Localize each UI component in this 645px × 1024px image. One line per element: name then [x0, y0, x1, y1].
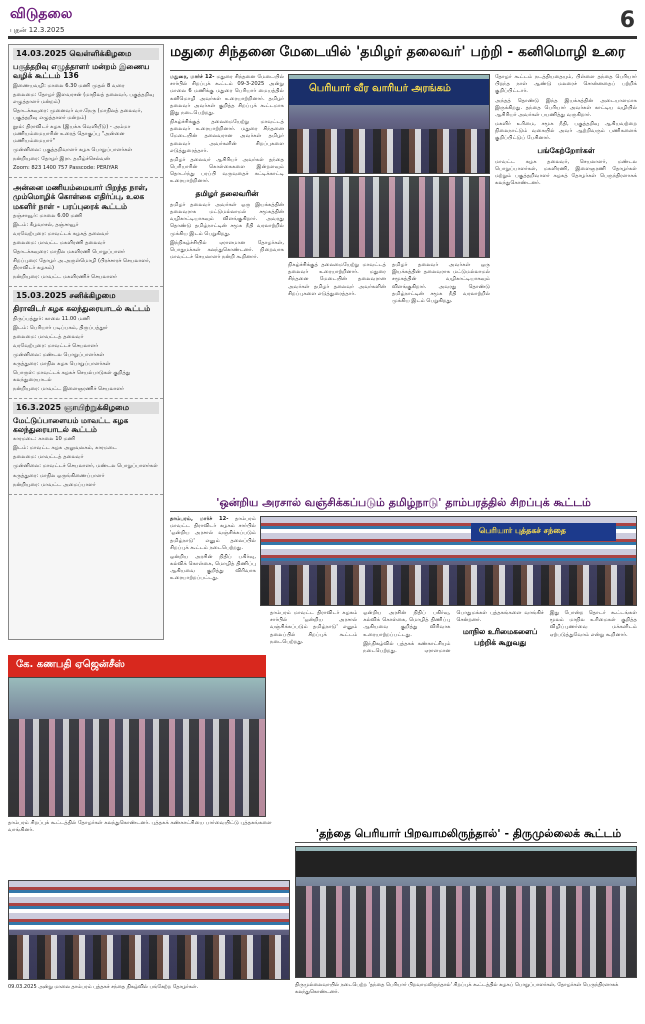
lead-headline: மதுரை சிந்தனை மேடையில் 'தமிழர் தலைவர்' பற்றி - கனிமொழி உரை	[170, 44, 626, 60]
third-people	[296, 886, 636, 977]
sidebar-event-line: நன்றியுரை: மாவட்ட அமைப்பாளர்	[13, 481, 96, 488]
sidebar-event-line: தலைமை: மாவட்டத் தலைவர்	[13, 333, 84, 340]
masthead-title: விடுதலை	[10, 6, 73, 22]
sidebar-event-title: அன்னை மணியம்மையார் பிறந்த நாள், மும்மொழிக் கொள்கை எதிர்ப்பு, உலக மகளிர் நாள் - பரப்புரைக் கூட்டம்	[13, 182, 148, 211]
audience-people	[289, 177, 489, 257]
third-divider	[295, 842, 637, 843]
second-column-1	[170, 516, 256, 650]
lead-right-subhead: பங்கேற்றோர்கள்	[537, 145, 595, 155]
sidebar-event-line: இடம்: கீழவாசல், தஞ்சாவூர்	[13, 222, 79, 229]
lead-paragraph: நிகழ்ச்சிக்குத் தலைமையேற்று மாவட்டத் தலைவர் உரையாற்றினார். மதுரை சிந்தனை மேடையின் தலைவரான அவர்கள் தமிழர் தலைவர் அவர்களின் சிறப்புகளை எடுத்துரைத்தார்.	[170, 119, 284, 154]
bookfair-photo-2	[8, 880, 290, 980]
sidebar-event-line: இடம்: பெரியார் படிப்பகம், திருப்பத்தூர்	[13, 324, 108, 331]
sidebar-event-line: இணையவழி: மாலை 6.30 மணி முதல் 8 வரை	[13, 82, 125, 89]
sidebar-event-line: தலைமை: மாவட்ட மகளிரணி தலைவர்	[13, 240, 106, 247]
bookfair-people	[261, 565, 636, 605]
sidebar-event-line: கருத்துரை: மாநில ஒருங்கிணைப்பாளர்	[13, 472, 105, 479]
masthead-date: புதன் 12.3.2025	[10, 26, 65, 34]
bookfair-caption: 09.03.2025 அன்று மாலை தாம்பரம் புத்தகச் சந்தை நிகழ்வில் பங்கேற்ற தோழர்கள்.	[8, 984, 199, 990]
sidebar-event-line: தொடக்கவுரை: மாநில மகளிரணி பொறுப்பாளர்	[13, 249, 126, 256]
ganapathi-banner: கே. கணபதி ஏஜென்சீஸ்	[8, 655, 266, 677]
second-divider	[170, 511, 637, 512]
second-columns	[270, 610, 637, 822]
sidebar-event-line: இடம்: மாவட்ட கழக அலுவலகம், காரமடை	[13, 445, 118, 452]
sidebar-event-line: முன்னிலை: மண்டல பொறுப்பாளர்கள்	[13, 351, 105, 358]
lead-subhead: தமிழர் தலைவரின்	[195, 188, 259, 198]
sidebar-event-line: திருப்பத்தூர்: காலை 11.00 மணி	[13, 315, 91, 322]
lead-column-2	[288, 262, 490, 490]
sidebar-event-line: தலைமை: மாவட்டத் தலைவர்	[13, 454, 84, 461]
ganapathi-photo	[8, 677, 266, 817]
sidebar-event-line: பொருள்: மாவட்டக் கழகச் செயல்பாடுகள் குறித்து கலந்துரையாடல்	[13, 369, 131, 383]
sidebar-event-details	[13, 213, 159, 281]
sidebar-event-line: சிறப்புரை: தோழர் அ.அருள்மொழி (பிரச்சாரச் செயலாளர், திராவிடர் கழகம்)	[13, 258, 151, 272]
lead-paragraph: இந்நிகழ்ச்சியில் ஏராளமான தோழர்கள், பொதுமக்கள் கலந்துகொண்டனர். நிறைவாக மாவட்டச் செயலாளர் நன்றி கூறினார்.	[170, 239, 284, 261]
ganapathi-people	[9, 719, 265, 816]
second-dateline: தாம்பரம், மார்ச் 12-	[170, 516, 229, 522]
lead-photo-audience	[288, 176, 490, 258]
second-subhead: மாநில உரிமைகளைப் பற்றிக் கூறுவது	[462, 627, 538, 647]
sidebar-event-line: கருத்துரை: மாநில கழக பொறுப்பாளர்கள்	[13, 360, 111, 367]
sidebar-event-title: மேட்டுப்பாளையம் மாவட்ட கழக கலந்துரையாடல் கூட்டம்	[13, 415, 129, 435]
sidebar-event-line: வரவேற்புரை: மாவட்டக் கழகத் தலைவர்	[13, 231, 109, 238]
bookfair-people-2	[9, 935, 289, 979]
lead-divider	[170, 70, 637, 71]
sidebar-event-block	[9, 178, 163, 287]
second-paragraph: தாம்பரம் மாவட்ட திராவிடர் கழகம் சார்பில் 'ஒன்றிய அரசால் வஞ்சிக்கப்படும் தமிழ்நாடு' எனும் தலைப்பில் சிறப்புக் கூட்டம் நடைபெற்றது.	[270, 610, 358, 645]
lead-photo-stage	[288, 74, 490, 174]
lead-paragraph: தமிழர் தலைவர் அவர்கள் ஒரு இயக்கத்தின் தலைவராக மட்டுமல்லாமல் சமூகத்தின் வழிகாட்டியாகவும் விளங்குகிறார். அவரது தொண்டு தமிழ்நாட்டின் சமூக நீதி வரலாற்றில் முக்கிய இடம் பெறுகிறது.	[170, 201, 284, 237]
masthead-divider	[8, 36, 637, 39]
lead-paragraph: மாவட்ட கழக தலைவர், செயலாளர், மண்டல பொறுப்பாளர்கள், மகளிரணி, இளைஞரணி தோழர்கள் மற்றும் பகுத்தறிவாளர் கழகத் தோழர்கள் பெருந்திரளாகக் கலந்துகொண்டனர்.	[495, 158, 637, 187]
sidebar-event-title: திராவிடர் கழக கலந்துரையாடல் கூட்டம்	[13, 304, 151, 314]
third-headline: 'தந்தை பெரியார் பிறவாமலிருந்தால்' - திருமுல்லைக் கூட்டம்	[315, 827, 622, 840]
lead-column-1	[170, 74, 284, 490]
second-headline: 'ஒன்றிய அரசால் வஞ்சிக்கப்படும் தமிழ்நாடு' தாம்பரத்தில் சிறப்புக் கூட்டம்	[216, 496, 591, 509]
lead-paragraph: தமிழர் தலைவர் ஆசிரியர் அவர்கள் தந்தை பெரியாரின் கொள்கைகளை இன்றளவும் தொடர்ந்து பரப்பி வருவதைச் சுட்டிக்காட்டி உரையாற்றினார்.	[170, 156, 284, 185]
second-photo-bookfair	[260, 516, 637, 606]
sidebar-event-date: 15.03.2025 சனிக்கிழமை	[13, 290, 159, 302]
sidebar-event-line: தொடக்கவுரை: முனைவர் வா.நேரு (மாநிலத் தலைவர், பகுத்தறிவு எழுத்தாளர் மன்றம்)	[13, 107, 143, 121]
lead-paragraph: நிகழ்ச்சிக்குத் தலைமையேற்று மாவட்டத் தலைவர் உரையாற்றினார். மதுரை சிந்தனை மேடையின் தலைவரான அவர்கள் தமிழர் தலைவர் அவர்களின் சிறப்புகளை எடுத்துரைத்தார்.	[288, 262, 386, 297]
sidebar-event-date: 16.3.2025 ஞாயிற்றுக்கிழமை	[13, 402, 159, 414]
lead-dateline: மதுரை, மார்ச் 12-	[170, 74, 215, 80]
sidebar-event-line: முன்னிலை: மாவட்டச் செயலாளர், மண்டல பொறுப்பாளர்கள்	[13, 463, 158, 470]
sidebar-event-title: பகுத்தறிவு எழுத்தாளர் மன்றம் இணைய வழிக் கூட்டம் 136	[13, 62, 150, 81]
stage-people	[289, 129, 489, 173]
sidebar-event-block	[9, 45, 163, 178]
ganapathi-caption: தாம்பரம் சிறப்புக் கூட்டத்தில் தோழர்கள் கலந்துகொண்டனர். புத்தகக் கண்காட்சியை பார்வையிட்டு புத்தகங்களை வாங்கினர்.	[8, 820, 272, 834]
sidebar-event-details	[13, 83, 159, 172]
sidebar-event-details	[13, 436, 159, 488]
book-shelves-2	[9, 881, 289, 930]
sidebar-event-date: 14.03.2025 வெள்ளிக்கிழமை	[13, 48, 159, 60]
second-paragraph: தாம்பரம் மாவட்ட திராவிடர் கழகம் சார்பில் 'ஒன்றிய அரசால் வஞ்சிக்கப்படும் தமிழ்நாடு' எனும் தலைப்பில் சிறப்புக் கூட்டம் நடைபெற்றது.	[170, 516, 256, 551]
sidebar-event-line: தலைமை: தோழர் இளவரசன் (மாநிலத் தலைவர், பகுத்தறிவு எழுத்தாளர் மன்றம்)	[13, 91, 155, 105]
third-photo-group	[295, 846, 637, 978]
sidebar-event-line: Zoom: 823 1400 757 Passcode: PERIYAR	[13, 164, 119, 171]
lead-column-3	[495, 74, 637, 490]
lead-paragraph: அந்தத் தொண்டு இந்த இயக்கத்தின் அடையாளமாக இருக்கிறது. தந்தை பெரியார் அவர்கள் காட்டிய வழியில் ஆசிரியர் அவர்கள் பயணித்து வருகிறார்.	[495, 97, 637, 118]
sidebar-event-line: நன்றியுரை: மாவட்ட இளைஞரணிச் செயலாளர்	[13, 385, 124, 392]
bookfair-banner-text: பெரியார் புத்தகச் சந்தை	[479, 526, 566, 535]
sidebar-event-line: காரமடை: காலை 10 மணி	[13, 436, 76, 443]
lead-paragraph: மதுரை சிந்தனை மேடையில் சார்பில் சிறப்புக் கூட்டம் 09-3-2025 அன்று மாலை 6 மணிக்கு மதுரை பெரியார் மையத்தில் கனிமொழி அவர்கள் உரையாற்றினார். தமிழர் தலைவர் அவர்கள் குறித்த சிறப்புக் கூட்டமாக இது நடைபெற்றது.	[170, 74, 284, 116]
sidebar-event-line: தஞ்சாவூர்: மாலை 6.00 மணி	[13, 213, 83, 220]
sidebar-event-block	[9, 287, 163, 399]
sidebar-event-line: நன்றியுரை: மாவட்ட மகளிரணிச் செயலாளர்	[13, 274, 117, 281]
sidebar-event-details	[13, 316, 159, 393]
second-paragraph: ஒன்றிய அரசின் நிதிப் பகிர்வு, கல்விக் கொள்கை, மொழித் திணிப்பு ஆகியவை குறித்து விரிவாக உரையாற்றப்பட்டது.	[363, 610, 451, 638]
events-sidebar	[8, 44, 164, 640]
lead-paragraph: மகளிர் உரிமை, சமூக நீதி, பகுத்தறிவு ஆகியவற்றை நிலைநாட்டும் வகையில் அவர் ஆற்றிவரும் பணிகளைக் குறிப்பிட்டுப் பேசினார்.	[495, 121, 637, 142]
sidebar-event-line: நூல்: திராவிடர் கழக (இயக்க வெளியீடு) - அம்மா மணியம்மையாரின் உரைத் தொகுப்பு "அன்னை மணியம்மையார்"	[13, 123, 131, 144]
third-backdrop	[296, 851, 636, 877]
stage-banner-text: பெரியார் வீர வாரியர் அரங்கம்	[309, 83, 451, 94]
sidebar-event-line: வரவேற்புரை: மாவட்டச் செயலாளர்	[13, 342, 99, 349]
page-number: 6	[619, 8, 635, 33]
lead-paragraph: தமிழர் தலைவர் அவர்கள் ஒரு இயக்கத்தின் தலைவராக மட்டுமல்லாமல் சமூகத்தின் வழிகாட்டியாகவும் விளங்குகிறார். அவரது தொண்டு தமிழ்நாட்டின் சமூக நீதி வரலாற்றில் முக்கிய இடம் பெறுகிறது.	[392, 262, 490, 304]
lead-paragraph: தோழர் கூட்டம் நடத்தியதையும், பிள்ளை தந்தை பெரியார் பிறந்த நாள் ஆண்டு மலரைச் சொன்னதைப் பற்றிக் குறிப்பிட்டார்.	[495, 74, 637, 95]
sidebar-event-line: நன்றியுரை: தோழர் இரா. தமிழ்ச்செல்வன்	[13, 155, 111, 162]
third-caption: திருமுல்லைவாயில் நடைபெற்ற 'தந்தை பெரியார் பிறவாமலிருந்தால்' சிறப்புக் கூட்டத்தில் கழகப் பொறுப்பாளர்கள், தோழர்கள் பெருந்திரளாகக் கலந்துகொண்டனர்.	[295, 982, 619, 995]
sidebar-event-block	[9, 399, 163, 495]
sidebar-event-line: முன்னிலை: பகுத்தறிவாளர் கழக பொறுப்பாளர்கள்	[13, 146, 133, 153]
second-paragraph: இது போன்ற தொடர் கூட்டங்கள் மூலம் மாநில உரிமைகள் குறித்த விழிப்புணர்வை மக்களிடம் ஏற்படுத்துவோம் என்று கூறினார்.	[549, 610, 637, 638]
second-paragraph: இந்நிகழ்வில் புத்தகக் கண்காட்சியும் நடைபெற்றது. ஏராளமான பொதுமக்கள் புத்தகங்களை வாங்கிச் சென்றனர்.	[363, 610, 544, 654]
second-paragraph: ஒன்றிய அரசின் நிதிப் பகிர்வு, கல்விக் கொள்கை, மொழித் திணிப்பு ஆகியவை குறித்து விரிவாக உரையாற்றப்பட்டது.	[170, 553, 256, 582]
